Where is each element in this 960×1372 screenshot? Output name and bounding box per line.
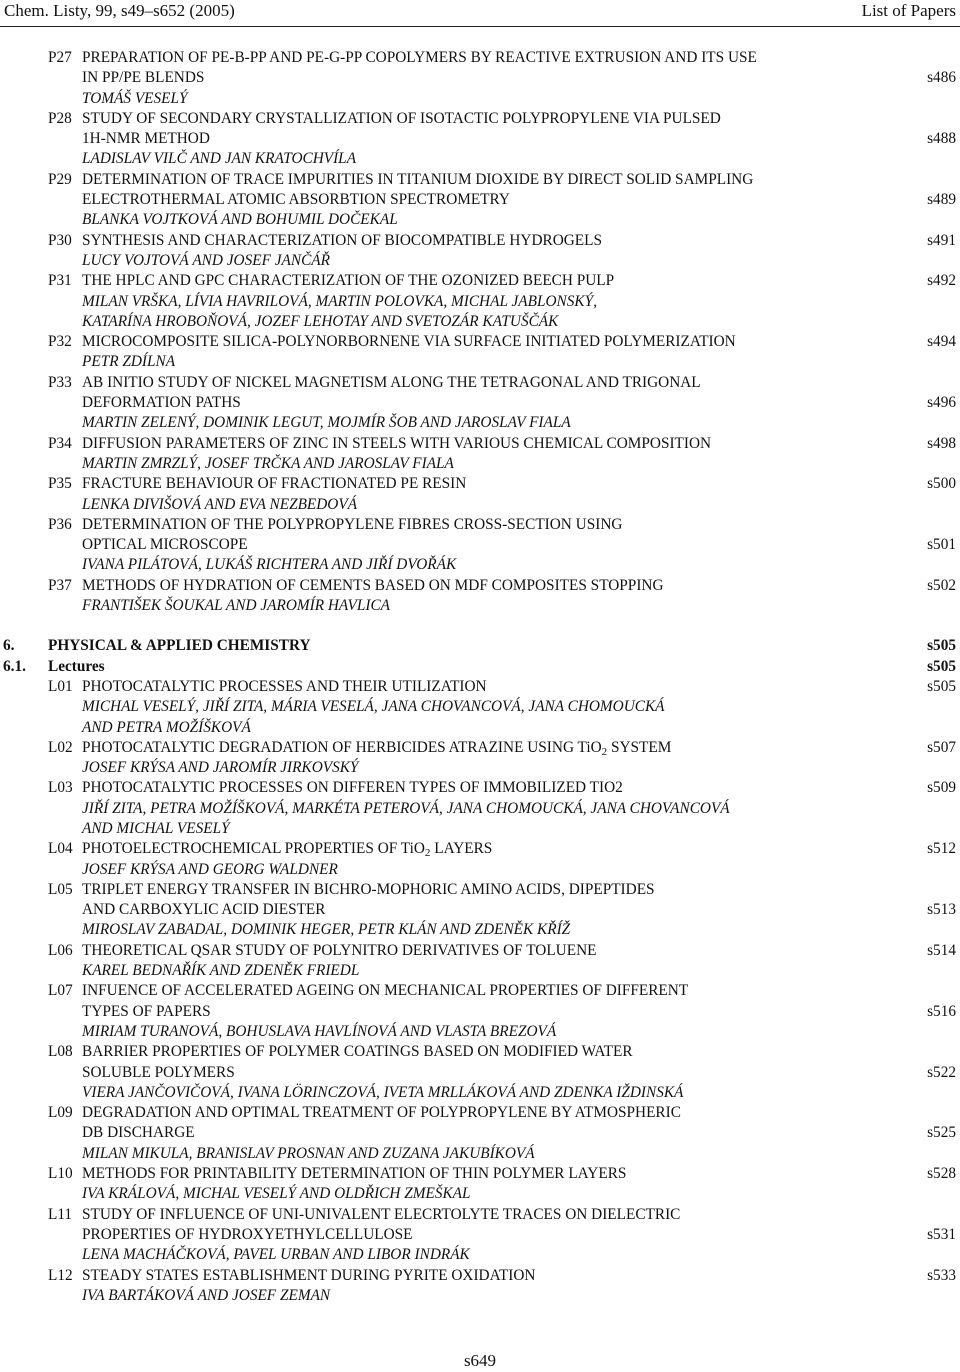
paper-id: L03 (48, 779, 73, 797)
paper-authors: KATARÍNA HROBOŇOVÁ, JOZEF LEHOTAY AND SVETOZÁR KATUŠČÁK (82, 312, 559, 330)
author-line (0, 596, 960, 616)
page-ref: s501 (927, 536, 956, 554)
paper-id: L09 (48, 1104, 73, 1122)
author-line (0, 495, 960, 515)
author-line (0, 292, 960, 312)
author-line (0, 758, 960, 778)
paper-entry (0, 332, 960, 373)
paper-authors: AND MICHAL VESELÝ (82, 819, 230, 837)
page-ref: s513 (927, 901, 956, 919)
author-line (0, 312, 960, 332)
page-ref: s500 (927, 475, 956, 493)
paper-authors: MIROSLAV ZABADAL, DOMINIK HEGER, PETR KLÁN AND ZDENĚK KŘÍŽ (82, 921, 571, 939)
page-ref: s494 (927, 333, 956, 351)
title-line (0, 839, 960, 859)
paper-entry (0, 981, 960, 1042)
title-line (0, 1002, 960, 1022)
paper-authors: MARTIN ZMRZLÝ, JOSEF TRČKA AND JAROSLAV FIALA (82, 454, 454, 472)
paper-title: THEORETICAL QSAR STUDY OF POLYNITRO DERIVATIVES OF TOLUENE (82, 941, 597, 959)
paper-id: P27 (48, 49, 72, 66)
title-line (0, 68, 960, 88)
paper-title: OPTICAL MICROSCOPE (82, 536, 248, 554)
section-heading (0, 657, 960, 677)
paper-title: AB INITIO STUDY OF NICKEL MAGNETISM ALONG THE TETRAGONAL AND TRIGONAL (82, 373, 701, 391)
title-line (0, 1205, 960, 1225)
paper-title: DETERMINATION OF THE POLYPROPYLENE FIBRES CROSS-SECTION USING (82, 515, 623, 533)
page-ref: s486 (927, 69, 956, 87)
page-ref: s505 (927, 657, 956, 675)
paper-entry (0, 941, 960, 982)
paper-authors: MILAN MIKULA, BRANISLAV PROSNAN AND ZUZANA JAKUBÍKOVÁ (82, 1144, 535, 1162)
paper-title: DIFFUSION PARAMETERS OF ZINC IN STEELS WITH VARIOUS CHEMICAL COMPOSITION (82, 434, 712, 452)
paper-title: DETERMINATION OF TRACE IMPURITIES IN TITANIUM DIOXIDE BY DIRECT SOLID SAMPLING (82, 170, 754, 188)
author-line (0, 89, 960, 109)
author-line (0, 1286, 960, 1306)
title-line (0, 1123, 960, 1143)
section-headings (0, 636, 960, 677)
paper-id: L07 (48, 982, 73, 1000)
paper-title: 1H-NMR METHOD (82, 130, 210, 148)
paper-id: L01 (48, 677, 73, 695)
paper-id: P32 (48, 333, 72, 351)
paper-id: L10 (48, 1165, 73, 1183)
paper-title: AND CARBOXYLIC ACID DIESTER (82, 901, 326, 919)
paper-title: PHOTOELECTROCHEMICAL PROPERTIES OF TiO$_2$ LAYERS (82, 840, 493, 860)
title-line (0, 1225, 960, 1245)
paper-title: MICROCOMPOSITE SILICA-POLYNORBORNENE VIA SURFACE INITIATED POLYMERIZATION (82, 333, 736, 351)
page-ref: s502 (927, 576, 956, 594)
page-ref: s489 (927, 191, 956, 209)
paper-entry (0, 474, 960, 515)
paper-title: PHOTOCATALYTIC DEGRADATION OF HERBICIDES ATRAZINE USING TiO$_2$ SYSTEM (82, 738, 672, 758)
paper-title: PROPERTIES OF HYDROXYETHYLCELLULOSE (82, 1225, 413, 1243)
paper-entry (0, 170, 960, 231)
page-ref: s509 (927, 779, 956, 797)
paper-id: L06 (48, 941, 73, 959)
paper-title: PREPARATION OF PE-B-PP AND PE-G-PP COPOLYMERS BY REACTIVE EXTRUSION AND ITS USE (82, 49, 757, 66)
paper-entry (0, 677, 960, 738)
paper-authors: LADISLAV VILČ AND JAN KRATOCHVÍLA (82, 150, 357, 168)
author-line (0, 1184, 960, 1204)
paper-id: P30 (48, 231, 72, 249)
title-line (0, 738, 960, 758)
lecture-list (0, 677, 960, 1306)
author-line (0, 718, 960, 738)
paper-authors: KAREL BEDNAŘÍK AND ZDENĚK FRIEDL (82, 962, 360, 980)
paper-authors: JIŘÍ ZITA, PETRA MOŽÍŠKOVÁ, MARKÉTA PETEROVÁ, JANA CHOMOUCKÁ, JANA CHOVANCOVÁ (82, 799, 730, 817)
title-line (0, 474, 960, 494)
page-ref: s533 (927, 1266, 956, 1284)
paper-entry (0, 1164, 960, 1205)
page-ref: s531 (927, 1225, 956, 1243)
title-line (0, 393, 960, 413)
paper-entry (0, 231, 960, 272)
section-number: 6.1. (3, 657, 26, 675)
title-line (0, 981, 960, 1001)
paper-id: P31 (48, 272, 72, 290)
paper-title: STEADY STATES ESTABLISHMENT DURING PYRITE OXIDATION (82, 1266, 536, 1284)
section-title: PHYSICAL & APPLIED CHEMISTRY (48, 637, 311, 655)
author-line (0, 1144, 960, 1164)
author-line (0, 961, 960, 981)
paper-title: FRACTURE BEHAVIOUR OF FRACTIONATED PE RESIN (82, 475, 467, 493)
paper-id: L02 (48, 738, 73, 756)
paper-id: P33 (48, 373, 72, 391)
title-line (0, 1164, 960, 1184)
title-line (0, 1042, 960, 1062)
page-ref: s522 (927, 1063, 956, 1081)
title-line (0, 1063, 960, 1083)
title-line (0, 515, 960, 535)
title-line (0, 880, 960, 900)
paper-id: L04 (48, 840, 73, 858)
section-title: Lectures (48, 657, 105, 675)
paper-entry (0, 839, 960, 880)
paper-entry (0, 1205, 960, 1266)
paper-title: METHODS FOR PRINTABILITY DETERMINATION OF THIN POLYMER LAYERS (82, 1165, 627, 1183)
paper-id: P28 (48, 109, 72, 127)
author-line (0, 1022, 960, 1042)
paper-entry (0, 373, 960, 434)
title-line (0, 109, 960, 129)
paper-entry (0, 576, 960, 617)
paper-entry (0, 1266, 960, 1307)
author-line (0, 352, 960, 372)
section-gap (0, 616, 960, 636)
running-header (0, 0, 960, 27)
paper-entry (0, 738, 960, 779)
paper-title: THE HPLC AND GPC CHARACTERIZATION OF THE OZONIZED BEECH PULP (82, 272, 615, 290)
title-line (0, 332, 960, 352)
title-line (0, 535, 960, 555)
section-title: List of Papers (861, 1, 956, 20)
author-line (0, 1245, 960, 1265)
author-line (0, 860, 960, 880)
author-line (0, 454, 960, 474)
paper-authors: IVANA PILÁTOVÁ, LUKÁŠ RICHTERA AND JIŘÍ DVOŘÁK (82, 556, 457, 574)
author-line (0, 210, 960, 230)
page-ref: s512 (927, 840, 956, 858)
journal-citation: Chem. Listy, 99, s49–s652 (2005) (4, 1, 235, 20)
page-ref: s488 (927, 130, 956, 148)
page-ref: s516 (927, 1002, 956, 1020)
paper-entry (0, 880, 960, 941)
title-line (0, 129, 960, 149)
paper-title: BARRIER PROPERTIES OF POLYMER COATINGS BASED ON MODIFIED WATER (82, 1043, 633, 1061)
paper-authors: BLANKA VOJTKOVÁ AND BOHUMIL DOČEKAL (82, 211, 398, 229)
paper-title: SYNTHESIS AND CHARACTERIZATION OF BIOCOMPATIBLE HYDROGELS (82, 231, 602, 249)
paper-authors: MILAN VRŠKA, LÍVIA HAVRILOVÁ, MARTIN POLOVKA, MICHAL JABLONSKÝ, (82, 292, 597, 310)
title-line (0, 434, 960, 454)
paper-authors: MIRIAM TURANOVÁ, BOHUSLAVA HAVLÍNOVÁ AND VLASTA BREZOVÁ (82, 1022, 557, 1040)
page-ref: s492 (927, 272, 956, 290)
subscript: 2 (424, 847, 431, 860)
paper-title: DB DISCHARGE (82, 1124, 195, 1142)
title-line (0, 677, 960, 697)
title-line (0, 48, 960, 68)
paper-entry (0, 271, 960, 332)
title-line (0, 170, 960, 190)
title-line (0, 231, 960, 251)
paper-id: L12 (48, 1266, 73, 1284)
paper-title: PHOTOCATALYTIC PROCESSES ON DIFFEREN TYPES OF IMMOBILIZED TIO2 (82, 779, 623, 797)
paper-authors: VIERA JANČOVIČOVÁ, IVANA LÖRINCZOVÁ, IVETA MRLLÁKOVÁ AND ZDENKA IŽDINSKÁ (82, 1083, 684, 1101)
paper-title: INFUENCE OF ACCELERATED AGEING ON MECHANICAL PROPERTIES OF DIFFERENT (82, 982, 689, 1000)
paper-authors: JOSEF KRÝSA AND JAROMÍR JIRKOVSKÝ (82, 759, 359, 777)
paper-title: STUDY OF SECONDARY CRYSTALLIZATION OF ISOTACTIC POLYPROPYLENE VIA PULSED (82, 109, 721, 127)
paper-title: IN PP/PE BLENDS (82, 69, 205, 87)
paper-authors: MARTIN ZELENÝ, DOMINIK LEGUT, MOJMÍR ŠOB AND JAROSLAV FIALA (82, 414, 571, 432)
paper-id: L08 (48, 1043, 73, 1061)
paper-authors: LUCY VOJTOVÁ AND JOSEF JANČÁŘ (82, 251, 330, 269)
paper-title: ELECTROTHERMAL ATOMIC ABSORBTION SPECTROMETRY (82, 191, 510, 209)
page-ref: s525 (927, 1124, 956, 1142)
paper-authors: IVA KRÁLOVÁ, MICHAL VESELÝ AND OLDŘICH ZMEŠKAL (82, 1185, 471, 1203)
page-ref: s498 (927, 434, 956, 452)
page-ref: s507 (927, 738, 956, 756)
paper-authors: AND PETRA MOŽÍŠKOVÁ (82, 718, 251, 736)
paper-title: TYPES OF PAPERS (82, 1002, 211, 1020)
page-ref: s505 (927, 637, 956, 655)
paper-authors: JOSEF KRÝSA AND GEORG WALDNER (82, 860, 338, 878)
section-number: 6. (3, 637, 15, 655)
paper-entry (0, 1103, 960, 1164)
author-line (0, 1083, 960, 1103)
author-line (0, 920, 960, 940)
paper-id: P29 (48, 170, 72, 188)
paper-id: P34 (48, 434, 72, 452)
page-ref: s496 (927, 394, 956, 412)
title-line (0, 941, 960, 961)
author-line (0, 819, 960, 839)
paper-entry (0, 434, 960, 475)
poster-list (0, 48, 960, 616)
paper-entry (0, 778, 960, 839)
paper-title: METHODS OF HYDRATION OF CEMENTS BASED ON MDF COMPOSITES STOPPING (82, 576, 664, 594)
paper-entry (0, 109, 960, 170)
author-line (0, 555, 960, 575)
paper-authors: IVA BARTÁKOVÁ AND JOSEF ZEMAN (82, 1286, 331, 1304)
paper-authors: FRANTIŠEK ŠOUKAL AND JAROMÍR HAVLICA (82, 597, 390, 615)
paper-id: L11 (48, 1205, 73, 1223)
paper-title: DEGRADATION AND OPTIMAL TREATMENT OF POLYPROPYLENE BY ATMOSPHERIC (82, 1104, 681, 1122)
subscript: 2 (601, 745, 608, 758)
paper-title: DEFORMATION PATHS (82, 394, 241, 412)
paper-id: P35 (48, 475, 72, 493)
page-number: s649 (463, 1351, 497, 1370)
title-line (0, 1103, 960, 1123)
author-line (0, 697, 960, 717)
page-ref: s491 (927, 231, 956, 249)
paper-entry (0, 515, 960, 576)
title-line (0, 576, 960, 596)
paper-authors: TOMÁŠ VESELÝ (82, 89, 188, 107)
paper-list (0, 48, 960, 1306)
paper-id: P36 (48, 515, 72, 533)
title-line (0, 1266, 960, 1286)
paper-entry (0, 1042, 960, 1103)
page-ref: s528 (927, 1165, 956, 1183)
paper-title: STUDY OF INFLUENCE OF UNI-UNIVALENT ELECRTOLYTE TRACES ON DIELECTRIC (82, 1205, 681, 1223)
page-ref: s505 (927, 677, 956, 695)
paper-id: L05 (48, 880, 73, 898)
paper-authors: LENKA DIVIŠOVÁ AND EVA NEZBEDOVÁ (82, 495, 358, 513)
title-line (0, 271, 960, 291)
title-line (0, 190, 960, 210)
paper-title: SOLUBLE POLYMERS (82, 1063, 235, 1081)
section-heading (0, 636, 960, 656)
paper-title: PHOTOCATALYTIC PROCESSES AND THEIR UTILIZATION (82, 677, 487, 695)
page-ref: s514 (927, 941, 956, 959)
paper-id: P37 (48, 576, 72, 594)
paper-title: TRIPLET ENERGY TRANSFER IN BICHRO-MOPHORIC AMINO ACIDS, DIPEPTIDES (82, 880, 655, 898)
title-line (0, 373, 960, 393)
paper-authors: MICHAL VESELÝ, JIŘÍ ZITA, MÁRIA VESELÁ, JANA CHOVANCOVÁ, JANA CHOMOUCKÁ (82, 698, 665, 716)
paper-authors: LENA MACHÁČKOVÁ, PAVEL URBAN AND LIBOR INDRÁK (82, 1246, 470, 1264)
author-line (0, 251, 960, 271)
author-line (0, 149, 960, 169)
author-line (0, 799, 960, 819)
title-line (0, 900, 960, 920)
paper-authors: PETR ZDÍLNA (82, 353, 176, 371)
author-line (0, 413, 960, 433)
paper-entry (0, 48, 960, 109)
title-line (0, 778, 960, 798)
